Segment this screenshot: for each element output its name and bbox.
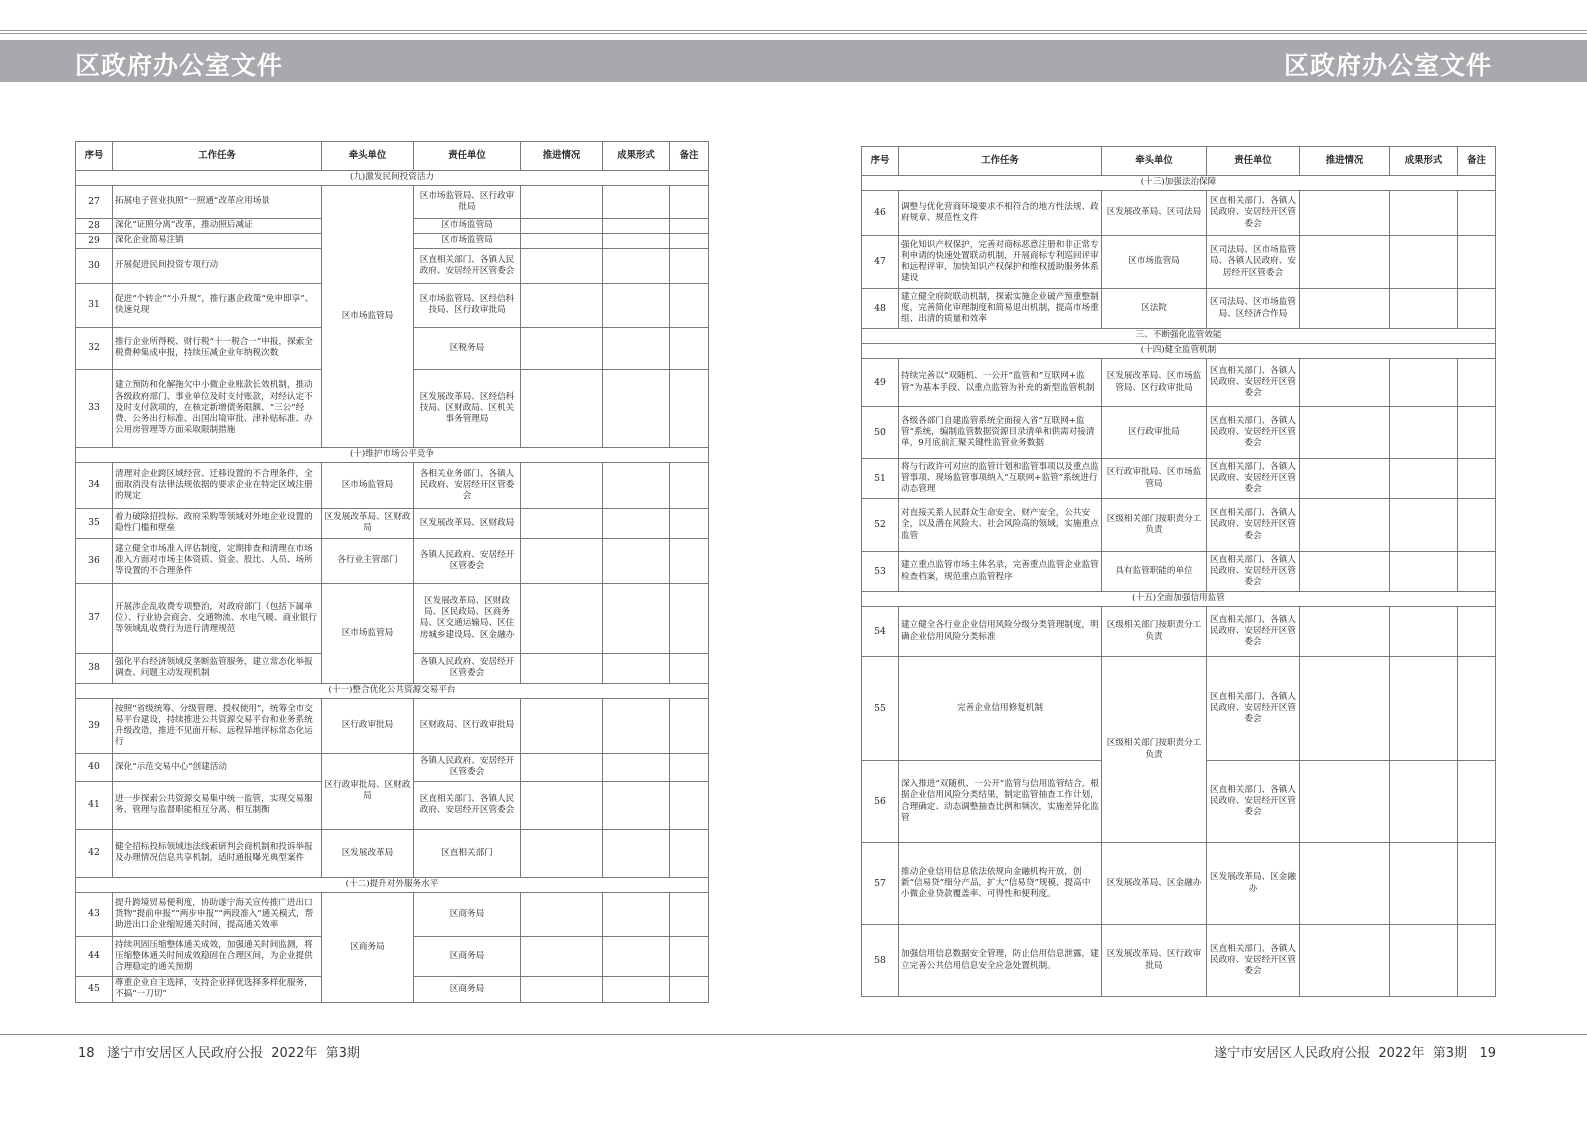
resp-cell: 区直相关部门	[414, 829, 521, 877]
progress-cell	[1300, 499, 1390, 552]
task-cell: 强化平台经济领域反垄断监管服务，建立常态化举报调查、问题主动发现机制	[113, 653, 322, 683]
resp-cell: 区发展改革局、区经信科技局、区财政局、区机关事务管理局	[414, 369, 521, 447]
note-cell	[1458, 289, 1496, 329]
resp-cell: 区司法局、区市场监管局、区经济合作局	[1207, 289, 1300, 329]
progress-cell	[1300, 359, 1390, 407]
note-cell	[670, 327, 709, 369]
task-cell: 强化知识产权保护，完善对商标恶意注册和非正常专利申请的快速处置联动机制，开展商标专利巡回评审和远程评审，加快知识产权保护和维权援助服务体系建设	[899, 236, 1102, 289]
resp-cell: 区直相关部门、各镇人民政府、安居经开区管委会	[1207, 499, 1300, 552]
note-cell	[1458, 499, 1496, 552]
result-cell	[1390, 607, 1458, 657]
col-header-lead: 牵头单位	[322, 142, 414, 171]
result-cell	[1390, 843, 1458, 925]
row-no: 55	[862, 657, 899, 761]
note-cell	[670, 283, 709, 327]
row-no: 56	[862, 761, 899, 843]
result-cell	[603, 538, 670, 583]
resp-cell: 区商务局	[414, 936, 521, 976]
resp-cell: 各镇人民政府、安居经开区管委会	[414, 753, 521, 781]
lead-cell: 区发展改革局、区司法局	[1102, 191, 1207, 236]
task-cell: 进一步探索公共资源交易集中统一监管，实现交易服务、管理与监督职能相互分离、相互制衡	[113, 781, 322, 829]
progress-cell	[1300, 925, 1390, 997]
progress-cell	[521, 583, 603, 653]
resp-cell: 区市场监管局、区行政审批局	[414, 186, 521, 219]
progress-cell	[1300, 289, 1390, 329]
resp-cell: 区财政局、区行政审批局	[414, 698, 521, 753]
row-no: 39	[76, 698, 113, 753]
note-cell	[670, 186, 709, 219]
resp-cell: 区发展改革局、区财政局	[414, 508, 521, 538]
result-cell	[1390, 191, 1458, 236]
task-cell: 将与行政许可对应的监管计划和监管事项以及重点监管事项、现场监管事项纳入“互联网+监管”系统进行动态管理	[899, 459, 1102, 499]
progress-cell	[521, 508, 603, 538]
result-cell	[1390, 236, 1458, 289]
resp-cell: 区直相关部门、各镇人民政府、安居经开区管委会	[1207, 657, 1300, 761]
task-cell: 调整与优化营商环境要求不相符合的地方性法规、政府规章、规范性文件	[899, 191, 1102, 236]
progress-cell	[521, 538, 603, 583]
result-cell	[603, 219, 670, 234]
note-cell	[1458, 925, 1496, 997]
col-header-result: 成果形式	[1390, 147, 1458, 176]
row-no: 37	[76, 583, 113, 653]
task-cell: 深化“证照分离”改革，推动照后减证	[113, 219, 322, 234]
task-cell: 持续完善以“双随机、一公开”监管和“互联网+监管”为基本手段、以重点监管为补充的新型监管机制	[899, 359, 1102, 407]
row-no: 51	[862, 459, 899, 499]
note-cell	[670, 892, 709, 936]
resp-cell: 区直相关部门、各镇人民政府、安居经开区管委会	[1207, 359, 1300, 407]
resp-cell: 区司法局、区市场监管局、各镇人民政府、安居经开区管委会	[1207, 236, 1300, 289]
resp-cell: 区直相关部门、各镇人民政府、安居经开区管委会	[1207, 552, 1300, 592]
page-number: 19	[1479, 1046, 1496, 1061]
lead-cell: 区法院	[1102, 289, 1207, 329]
result-cell	[603, 892, 670, 936]
publication-name: 遂宁市安居区人民政府公报	[1214, 1046, 1371, 1061]
resp-cell: 区直相关部门、各镇人民政府、安居经开区管委会	[1207, 407, 1300, 459]
note-cell	[1458, 236, 1496, 289]
result-cell	[603, 829, 670, 877]
task-cell: 深化“示范交易中心”创建活动	[113, 753, 322, 781]
resp-cell: 区直相关部门、各镇人民政府、安居经开区管委会	[414, 781, 521, 829]
row-no: 31	[76, 283, 113, 327]
resp-cell: 区直相关部门、各镇人民政府、安居经开区管委会	[1207, 191, 1300, 236]
table-header-row	[76, 142, 709, 171]
col-header-task: 工作任务	[899, 147, 1102, 176]
resp-cell: 各镇人民政府、安居经开区管委会	[414, 653, 521, 683]
note-cell	[1458, 843, 1496, 925]
publication-year: 2022年	[271, 1046, 318, 1061]
row-no: 32	[76, 327, 113, 369]
row-no: 47	[862, 236, 899, 289]
progress-cell	[521, 462, 603, 508]
result-cell	[603, 248, 670, 283]
row-no: 54	[862, 607, 899, 657]
result-cell	[1390, 289, 1458, 329]
row-no: 29	[76, 233, 113, 248]
progress-cell	[521, 186, 603, 219]
col-header-note: 备注	[1458, 147, 1496, 176]
col-header-note: 备注	[670, 142, 709, 171]
publication-name: 遂宁市安居区人民政府公报	[106, 1046, 263, 1061]
task-cell: 着力破除招投标、政府采购等领域对外地企业设置的隐性门槛和壁垒	[113, 508, 322, 538]
note-cell	[670, 248, 709, 283]
progress-cell	[1300, 407, 1390, 459]
task-cell: 对直接关系人民群众生命安全、财产安全，公共安全，以及潜在风险大、社会风险高的领域，实施重点监管	[899, 499, 1102, 552]
publication-year: 2022年	[1378, 1046, 1425, 1061]
result-cell	[603, 462, 670, 508]
result-cell	[1390, 359, 1458, 407]
progress-cell	[1300, 236, 1390, 289]
section-title: (十四)健全监管机制	[862, 344, 1496, 359]
result-cell	[603, 653, 670, 683]
result-cell	[603, 186, 670, 219]
publication-issue: 第3期	[1432, 1046, 1468, 1061]
note-cell	[1458, 459, 1496, 499]
progress-cell	[521, 327, 603, 369]
row-no: 46	[862, 191, 899, 236]
resp-cell: 区税务局	[414, 327, 521, 369]
row-no: 53	[862, 552, 899, 592]
row-no: 30	[76, 248, 113, 283]
lead-cell: 区发展改革局、区财政局	[322, 508, 414, 538]
note-cell	[670, 829, 709, 877]
task-cell: 建立重点监管市场主体名录，完善重点监管企业监管检查档案，规范重点监管程序	[899, 552, 1102, 592]
task-cell: 推动企业信用信息依法依规向金融机构开放，创新“信易贷”细分产品，扩大“信易贷”规模，提高中小微企业贷款覆盖率、可得性和便利度。	[899, 843, 1102, 925]
result-cell	[1390, 459, 1458, 499]
result-cell	[1390, 552, 1458, 592]
note-cell	[670, 936, 709, 976]
task-cell: 健全招标投标领域违法线索研判会商机制和投诉举报及办理情况信息共享机制，适时通报曝光典型案件	[113, 829, 322, 877]
resp-cell: 区发展改革局、区财政局、区民政局、区商务局、区交通运输局、区住房城乡建设局、区金融办	[414, 583, 521, 653]
lead-cell: 区行政审批局、区市场监管局	[1102, 459, 1207, 499]
note-cell	[1458, 607, 1496, 657]
note-cell	[670, 369, 709, 447]
note-cell	[670, 698, 709, 753]
row-no: 27	[76, 186, 113, 219]
task-cell: 推行企业所得税、财行税“十一税合一”申报，探索全税费种集成申报，持续压减企业年纳税次数	[113, 327, 322, 369]
progress-cell	[521, 653, 603, 683]
result-cell	[603, 327, 670, 369]
resp-cell: 区市场监管局	[414, 233, 521, 248]
task-cell: 开展涉企乱收费专项整治，对政府部门（包括下属单位）、行业协会商会、交通物流、水电气暖、商业银行等领域乱收费行为进行清理规范	[113, 583, 322, 653]
resp-cell: 区市场监管局、区经信科技局、区行政审批局	[414, 283, 521, 327]
col-header-resp: 责任单位	[414, 142, 521, 171]
resp-cell: 区商务局	[414, 892, 521, 936]
row-no: 38	[76, 653, 113, 683]
result-cell	[603, 283, 670, 327]
task-cell: 完善企业信用修复机制	[899, 657, 1102, 761]
progress-cell	[1300, 459, 1390, 499]
task-cell: 建立健全市场准入评估制度，定期排查和清理在市场准入方面对市场主体资质、资金、股比、人员、场所等设置的不合理条件	[113, 538, 322, 583]
task-cell: 清理对企业跨区域经营、迁移设置的不合理条件，全面取消没有法律法规依据的要求企业在特定区域注册的规定	[113, 462, 322, 508]
task-cell: 建立健全府院联动机制，探索实施企业破产预重整制度，完善简化审理制度和简易退出机制，提高市场重组、出清的质量和效率	[899, 289, 1102, 329]
result-cell	[603, 698, 670, 753]
progress-cell	[521, 829, 603, 877]
note-cell	[670, 538, 709, 583]
header-banner	[0, 40, 1587, 82]
note-cell	[1458, 761, 1496, 843]
note-cell	[1458, 657, 1496, 761]
lead-cell: 具有监管职能的单位	[1102, 552, 1207, 592]
publication-issue: 第3期	[325, 1046, 360, 1061]
row-no: 42	[76, 829, 113, 877]
section-title: (十二)提升对外服务水平	[76, 877, 709, 892]
left-footer	[78, 1042, 360, 1061]
right-footer	[1214, 1042, 1496, 1061]
row-no: 28	[76, 219, 113, 234]
row-no: 33	[76, 369, 113, 447]
note-cell	[670, 653, 709, 683]
progress-cell	[521, 233, 603, 248]
row-no: 36	[76, 538, 113, 583]
note-cell	[670, 583, 709, 653]
progress-cell	[1300, 657, 1390, 761]
progress-cell	[521, 219, 603, 234]
note-cell	[670, 781, 709, 829]
note-cell	[1458, 407, 1496, 459]
note-cell	[1458, 359, 1496, 407]
note-cell	[670, 753, 709, 781]
row-no: 49	[862, 359, 899, 407]
task-cell: 拓展电子营业执照“一照通”改革应用场景	[113, 186, 322, 219]
result-cell	[1390, 499, 1458, 552]
row-no: 45	[76, 976, 113, 1002]
task-cell: 深化企业简易注销	[113, 233, 322, 248]
task-cell: 建立健全各行业企业信用风险分级分类管理制度，明确企业信用风险分类标准	[899, 607, 1102, 657]
lead-cell: 各行业主管部门	[322, 538, 414, 583]
lead-cell: 区发展改革局、区市场监管局、区行政审批局	[1102, 359, 1207, 407]
left-task-table	[75, 141, 709, 1003]
result-cell	[603, 781, 670, 829]
result-cell	[1390, 925, 1458, 997]
col-header-progress: 推进情况	[1300, 147, 1390, 176]
lead-cell: 区行政审批局、区财政局	[322, 753, 414, 829]
resp-cell: 区直相关部门、各镇人民政府、安居经开区管委会	[1207, 761, 1300, 843]
section-title: (十五)全面加强信用监管	[862, 592, 1496, 607]
section-title: (十)维护市场公平竞争	[76, 447, 709, 462]
row-no: 57	[862, 843, 899, 925]
progress-cell	[1300, 761, 1390, 843]
lead-cell: 区市场监管局	[322, 583, 414, 683]
progress-cell	[521, 936, 603, 976]
right-header-title: 区政府办公室文件	[1284, 51, 1493, 80]
section-title: (十一)整合优化公共资源交易平台	[76, 683, 709, 698]
table-header-row	[862, 147, 1496, 176]
progress-cell	[521, 698, 603, 753]
lead-cell: 区级相关部门按职责分工负责	[1102, 607, 1207, 657]
resp-cell: 各镇人民政府、安居经开区管委会	[414, 538, 521, 583]
col-header-progress: 推进情况	[521, 142, 603, 171]
progress-cell	[521, 753, 603, 781]
lead-cell: 区发展改革局、区行政审批局	[1102, 925, 1207, 997]
lead-cell: 区发展改革局	[322, 829, 414, 877]
result-cell	[1390, 407, 1458, 459]
result-cell	[603, 369, 670, 447]
lead-cell: 区发展改革局、区金融办	[1102, 843, 1207, 925]
progress-cell	[521, 248, 603, 283]
note-cell	[1458, 552, 1496, 592]
lead-cell: 区市场监管局	[322, 462, 414, 508]
note-cell	[670, 976, 709, 1002]
left-header-title: 区政府办公室文件	[75, 51, 284, 80]
row-no: 48	[862, 289, 899, 329]
lead-cell: 区市场监管局	[322, 186, 414, 448]
progress-cell	[1300, 607, 1390, 657]
resp-cell: 区商务局	[414, 976, 521, 1002]
note-cell	[1458, 191, 1496, 236]
row-no: 44	[76, 936, 113, 976]
resp-cell: 区直相关部门、各镇人民政府、安居经开区管委会	[1207, 607, 1300, 657]
progress-cell	[1300, 552, 1390, 592]
col-header-lead: 牵头单位	[1102, 147, 1207, 176]
result-cell	[1390, 657, 1458, 761]
note-cell	[670, 219, 709, 234]
resp-cell: 区直相关部门、各镇人民政府、安居经开区管委会	[414, 248, 521, 283]
page-number: 18	[78, 1046, 95, 1061]
row-no: 43	[76, 892, 113, 936]
progress-cell	[521, 892, 603, 936]
task-cell: 各级各部门自建监管系统全面接入省“互联网+监管”系统，编制监管数据资源目录清单和供需对接清单，9月底前汇聚关键性监管业务数据	[899, 407, 1102, 459]
task-cell: 持续巩固压缩整体通关成效，加强通关时间监测，将压缩整体通关时间成效稳固在合理区间，为企业提供合理稳定的通关预期	[113, 936, 322, 976]
lead-cell: 区行政审批局	[322, 698, 414, 753]
resp-cell: 区发展改革局、区金融办	[1207, 843, 1300, 925]
footer-rule	[0, 1034, 1587, 1035]
lead-cell: 区商务局	[322, 892, 414, 1002]
lead-cell: 区级相关部门按职责分工负责	[1102, 499, 1207, 552]
result-cell	[1390, 761, 1458, 843]
row-no: 34	[76, 462, 113, 508]
task-cell: 按照“省级统筹、分级管理、授权使用”，统筹全市交易平台建设，持续推进公共资源交易平台和业务系统升级改造，推进不见面开标、远程异地评标常态化运行	[113, 698, 322, 753]
progress-cell	[521, 976, 603, 1002]
progress-cell	[1300, 843, 1390, 925]
task-cell: 开展促进民间投资专项行动	[113, 248, 322, 283]
result-cell	[603, 936, 670, 976]
task-cell: 提升跨境贸易便利度，协助遂宁海关宣传推广进出口货物“提前申报”“两步申报”“两段准入”通关模式，帮助进出口企业缩短通关时间，提高通关效率	[113, 892, 322, 936]
progress-cell	[521, 369, 603, 447]
note-cell	[670, 462, 709, 508]
task-cell: 尊重企业自主选择，支持企业择优选择多样化服务，不搞“一刀切”	[113, 976, 322, 1002]
result-cell	[603, 233, 670, 248]
col-header-no: 序号	[76, 142, 113, 171]
col-header-task: 工作任务	[113, 142, 322, 171]
section-title: (十三)加强法治保障	[862, 176, 1496, 191]
col-header-resp: 责任单位	[1207, 147, 1300, 176]
top-rule-2	[0, 33, 1587, 34]
resp-cell: 区市场监管局	[414, 219, 521, 234]
progress-cell	[1300, 191, 1390, 236]
col-header-result: 成果形式	[603, 142, 670, 171]
part-title: 三、不断强化监管效能	[862, 329, 1496, 344]
task-cell: 深入推进“双随机、一公开”监管与信用监管结合，根据企业信用风险分类结果，制定监管抽查工作计划，合理确定、动态调整抽查比例和频次，实施差异化监管	[899, 761, 1102, 843]
task-cell: 加强信用信息数据安全管理，防止信用信息泄露，建立完善公共信用信息安全应急处置机制。	[899, 925, 1102, 997]
row-no: 50	[862, 407, 899, 459]
result-cell	[603, 753, 670, 781]
resp-cell: 各相关业务部门、各镇人民政府、安居经开区管委会	[414, 462, 521, 508]
row-no: 58	[862, 925, 899, 997]
result-cell	[603, 508, 670, 538]
row-no: 41	[76, 781, 113, 829]
row-no: 52	[862, 499, 899, 552]
row-no: 40	[76, 753, 113, 781]
note-cell	[670, 508, 709, 538]
resp-cell: 区直相关部门、各镇人民政府、安居经开区管委会	[1207, 925, 1300, 997]
task-cell: 建立预防和化解拖欠中小微企业账款长效机制，推动各级政府部门、事业单位及时支付账款，对经认定不及时支付款项的，在核定新增债务限额、“三公”经费、公务出行标准、出国出境审批、津补贴标准、办公用房管理等方面采取限制措施	[113, 369, 322, 447]
note-cell	[670, 233, 709, 248]
right-task-table	[861, 146, 1496, 997]
result-cell	[603, 976, 670, 1002]
progress-cell	[521, 781, 603, 829]
resp-cell: 区直相关部门、各镇人民政府、安居经开区管委会	[1207, 459, 1300, 499]
progress-cell	[521, 283, 603, 327]
lead-cell: 区行政审批局	[1102, 407, 1207, 459]
lead-cell: 区级相关部门按职责分工负责	[1102, 657, 1207, 843]
section-title: (九)激发民间投资活力	[76, 171, 709, 186]
result-cell	[603, 583, 670, 653]
task-cell: 促进“个转企”“小升规”，推行惠企政策“免申即享”、快速兑现	[113, 283, 322, 327]
lead-cell: 区市场监管局	[1102, 236, 1207, 289]
top-rule	[0, 30, 1587, 31]
col-header-no: 序号	[862, 147, 899, 176]
row-no: 35	[76, 508, 113, 538]
